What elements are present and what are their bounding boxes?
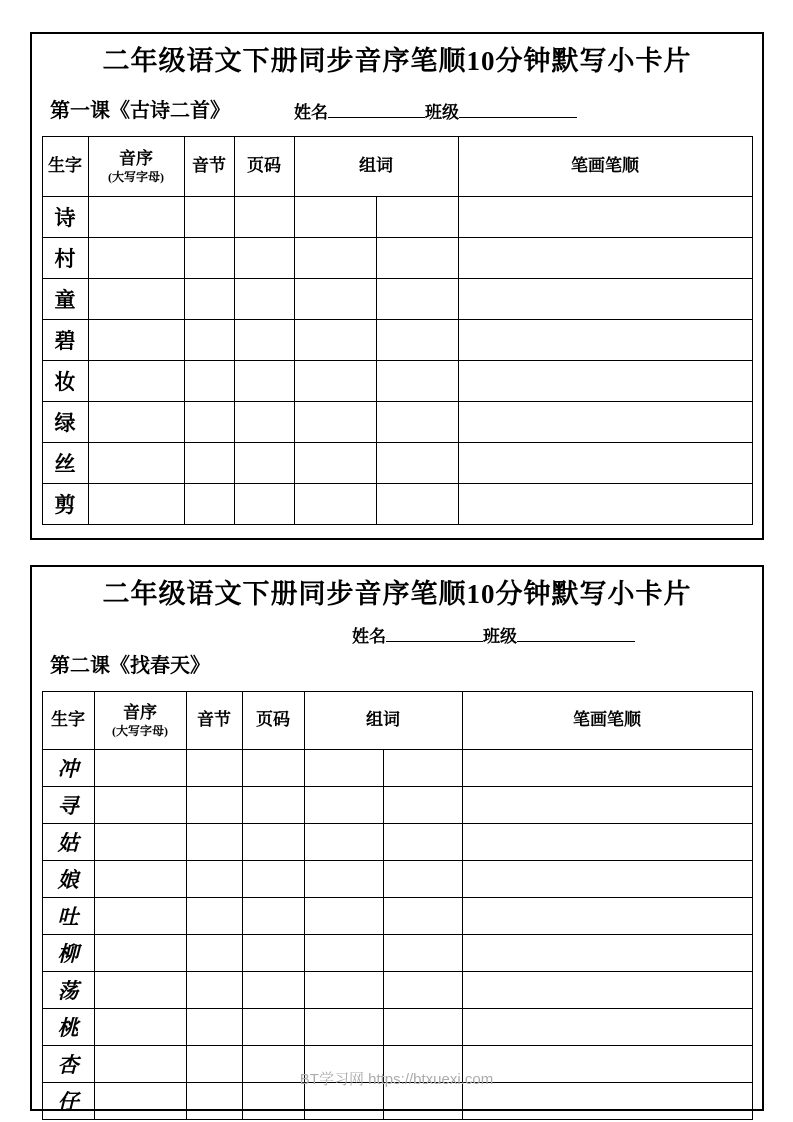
word-cell [304,750,383,787]
header-phonetic-sub: (大写字母) [108,169,164,184]
word-cell [383,1009,462,1046]
table-row [42,279,752,320]
table-row [42,197,752,238]
card-title: 二年级语文下册同步音序笔顺10分钟默写小卡片 [102,579,692,609]
page-cell [234,443,294,484]
phonetic-cell [94,935,186,972]
word-cell [294,238,376,279]
word-cell [294,402,376,443]
char-cell: 童 [42,279,88,320]
name-class-line [352,622,762,647]
strokes-cell [458,197,752,238]
table-row [42,238,752,279]
phonetic-cell [94,1009,186,1046]
page-cell [242,935,304,972]
phonetic-cell [94,898,186,935]
dictation-table [42,136,753,525]
table-row [42,361,752,402]
header-strokes: 笔画笔顺 [462,692,752,750]
char-cell: 荡 [42,972,94,1009]
word-cell [376,402,458,443]
syllable-cell [184,238,234,279]
phonetic-cell [94,750,186,787]
char-cell: 村 [42,238,88,279]
char-cell: 剪 [42,484,88,525]
char-cell: 冲 [42,750,94,787]
char-cell: 绿 [42,402,88,443]
phonetic-cell [94,972,186,1009]
name-label: 姓名 [294,103,328,122]
syllable-cell [184,484,234,525]
syllable-cell [186,898,242,935]
class-blank-field [517,628,635,642]
strokes-cell [462,861,752,898]
strokes-cell [462,824,752,861]
syllable-cell [186,750,242,787]
char-cell: 吐 [42,898,94,935]
header-words: 组词 [294,137,458,197]
word-cell [383,935,462,972]
table-row [42,935,752,972]
site-watermark: BT学习网 https://btxuexi.com [299,1071,494,1088]
table-row [42,972,752,1009]
phonetic-cell [88,320,184,361]
syllable-cell [186,861,242,898]
phonetic-cell [94,861,186,898]
header-char: 生字 [42,692,94,750]
strokes-cell [458,402,752,443]
page-cell [234,238,294,279]
char-cell: 寻 [42,787,94,824]
word-cell [383,750,462,787]
word-cell [304,824,383,861]
table-row [42,861,752,898]
syllable-cell [186,787,242,824]
header-syllable: 音节 [186,692,242,750]
strokes-cell [458,238,752,279]
strokes-cell [458,279,752,320]
page-cell [234,197,294,238]
word-cell [383,898,462,935]
page-cell [234,484,294,525]
char-cell: 仔 [42,1083,94,1120]
syllable-cell [186,1009,242,1046]
worksheet-card-1 [30,32,764,540]
word-cell [376,320,458,361]
class-label: 班级 [483,627,517,646]
strokes-cell [462,787,752,824]
phonetic-cell [88,484,184,525]
page-cell [234,402,294,443]
lesson-title: 第二课《找春天》 [50,655,210,677]
header-words: 组词 [304,692,462,750]
name-blank-field [328,104,425,118]
word-cell [383,787,462,824]
header-strokes: 笔画笔顺 [458,137,752,197]
table-header-row [42,692,752,750]
strokes-cell [462,898,752,935]
word-cell [376,197,458,238]
strokes-cell [462,750,752,787]
header-page: 页码 [234,137,294,197]
strokes-cell [462,935,752,972]
table-header-row [42,137,752,197]
page-cell [242,972,304,1009]
header-char: 生字 [42,137,88,197]
word-cell [304,935,383,972]
syllable-cell [186,935,242,972]
meta-line [32,94,762,123]
strokes-cell [462,972,752,1009]
header-page: 页码 [242,692,304,750]
phonetic-cell [88,238,184,279]
word-cell [304,861,383,898]
header-phonetic: 音序 (大写字母) [94,692,186,750]
name-blank-field [386,628,483,642]
char-cell: 诗 [42,197,88,238]
table-row [42,320,752,361]
strokes-cell [458,361,752,402]
table-row [42,750,752,787]
phonetic-cell [88,402,184,443]
syllable-cell [184,197,234,238]
char-cell: 娘 [42,861,94,898]
phonetic-cell [88,197,184,238]
dictation-table [42,691,753,1120]
syllable-cell [184,361,234,402]
word-cell [304,787,383,824]
word-cell [376,279,458,320]
syllable-cell [186,972,242,1009]
word-cell [376,238,458,279]
word-cell [376,361,458,402]
name-label: 姓名 [352,627,386,646]
word-cell [304,972,383,1009]
syllable-cell [186,824,242,861]
header-phonetic: 音序 (大写字母) [88,137,184,197]
word-cell [304,1009,383,1046]
char-cell: 杏 [42,1046,94,1083]
phonetic-cell [88,361,184,402]
char-cell: 丝 [42,443,88,484]
char-cell: 桃 [42,1009,94,1046]
header-phonetic-sub: (大写字母) [112,723,168,738]
class-label: 班级 [425,103,459,122]
phonetic-cell [94,824,186,861]
phonetic-cell [94,787,186,824]
phonetic-cell [88,279,184,320]
table-row [42,787,752,824]
syllable-cell [184,279,234,320]
word-cell [383,824,462,861]
page-cell [242,898,304,935]
word-cell [294,320,376,361]
char-cell: 妆 [42,361,88,402]
char-cell: 柳 [42,935,94,972]
word-cell [304,898,383,935]
char-cell: 姑 [42,824,94,861]
page-cell [242,787,304,824]
strokes-cell [462,1009,752,1046]
syllable-cell [184,320,234,361]
syllable-cell [184,443,234,484]
word-cell [383,861,462,898]
card-title: 二年级语文下册同步音序笔顺10分钟默写小卡片 [102,46,692,76]
table-row [42,1009,752,1046]
worksheet-card-2 [30,565,764,1114]
table-row [42,443,752,484]
word-cell [294,443,376,484]
strokes-cell [458,484,752,525]
page-cell [234,279,294,320]
page-cell [242,824,304,861]
char-cell: 碧 [42,320,88,361]
lesson-line [32,649,762,678]
word-cell [376,443,458,484]
table-row [42,824,752,861]
class-blank-field [459,104,577,118]
word-cell [294,197,376,238]
strokes-cell [458,320,752,361]
page-cell [242,750,304,787]
strokes-cell [458,443,752,484]
phonetic-cell [88,443,184,484]
word-cell [383,972,462,1009]
page-cell [242,861,304,898]
page-cell [234,320,294,361]
page-cell [242,1009,304,1046]
page-cell [234,361,294,402]
name-class-line [294,98,577,123]
table-row [42,402,752,443]
lesson-title: 第一课《古诗二首》 [50,100,230,122]
table-row [42,898,752,935]
word-cell [294,484,376,525]
word-cell [294,361,376,402]
syllable-cell [184,402,234,443]
word-cell [294,279,376,320]
table-row [42,484,752,525]
word-cell [376,484,458,525]
header-syllable: 音节 [184,137,234,197]
